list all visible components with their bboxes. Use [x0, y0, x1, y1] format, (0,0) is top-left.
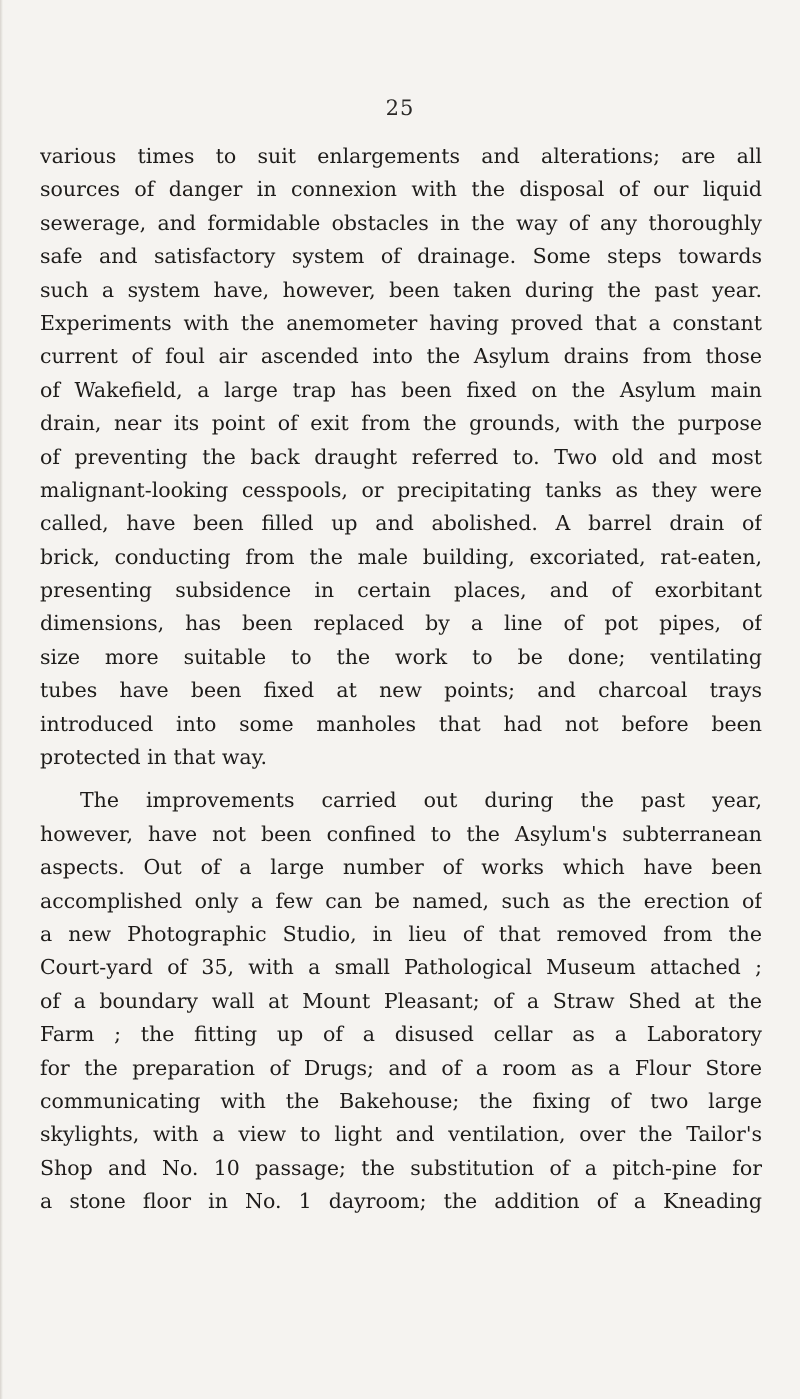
text-line: dimensions, has been replaced by a line of pot pipes, of — [40, 611, 762, 636]
text-line: size more suitable to the work to be done; ventilating — [40, 644, 762, 669]
text-line: Experiments with the anemometer having proved that a constant — [40, 310, 762, 335]
text-line: The improvements carried out during the past year, — [80, 788, 762, 813]
text-line: of Wakefield, a large trap has been fixed on the Asylum main — [40, 377, 762, 402]
text-line: accomplished only a few can be named, such as the erection of — [40, 888, 762, 913]
text-line: a stone floor in No. 1 dayroom; the addition of a Kneading — [40, 1189, 762, 1214]
text-line: a new Photographic Studio, in lieu of that removed from the — [40, 921, 762, 946]
text-line: such a system have, however, been taken during the past year. — [40, 277, 762, 302]
text-line: aspects. Out of a large number of works which have been — [40, 855, 762, 880]
text-line: of preventing the back draught referred to. Two old and most — [40, 444, 762, 469]
text-line: various times to suit enlargements and alterations; are all — [40, 144, 762, 168]
page-edge-shadow — [0, 0, 3, 1399]
text-line: Court-yard of 35, with a small Pathological Museum attached ; — [40, 955, 762, 980]
text-line: malignant-looking cesspools, or precipitating tanks as they were — [40, 477, 762, 502]
text-line: brick, conducting from the male building, excoriated, rat-eaten, — [40, 544, 762, 569]
text-line: protected in that way. — [40, 745, 267, 770]
text-line: of a boundary wall at Mount Pleasant; of a Straw Shed at the — [40, 988, 762, 1013]
text-line: drain, near its point of exit from the grounds, with the purpose — [40, 411, 762, 436]
text-line: sources of danger in connexion with the disposal of our liquid — [40, 177, 762, 202]
paragraph-2 — [40, 784, 762, 1218]
text-line: safe and satisfactory system of drainage. Some steps towards — [40, 244, 762, 269]
text-line: sewerage, and formidable obstacles in the way of any thoroughly — [40, 210, 762, 235]
paragraph-gap — [40, 774, 762, 784]
text-line: introduced into some manholes that had not before been — [40, 711, 762, 736]
text-line: tubes have been fixed at new points; and charcoal trays — [40, 678, 762, 703]
text-line: communicating with the Bakehouse; the fixing of two large — [40, 1088, 762, 1113]
text-line: called, have been filled up and abolished. A barrel drain of — [40, 511, 762, 536]
text-line: for the preparation of Drugs; and of a room as a Flour Store — [40, 1055, 762, 1080]
paragraph-1 — [40, 140, 762, 774]
text-line: presenting subsidence in certain places, and of exorbitant — [40, 578, 762, 603]
text-line: however, have not been confined to the Asylum's subterranean — [40, 821, 762, 846]
page-number: 25 — [385, 96, 415, 120]
text-line: current of foul air ascended into the Asylum drains from those — [40, 344, 762, 369]
body-text — [40, 140, 762, 1219]
text-line: skylights, with a view to light and ventilation, over the Tailor's — [40, 1122, 762, 1147]
text-line: Shop and No. 10 passage; the substitution of a pitch-pine for — [40, 1155, 762, 1180]
text-line: Farm ; the fitting up of a disused cellar as a Laboratory — [40, 1022, 762, 1047]
